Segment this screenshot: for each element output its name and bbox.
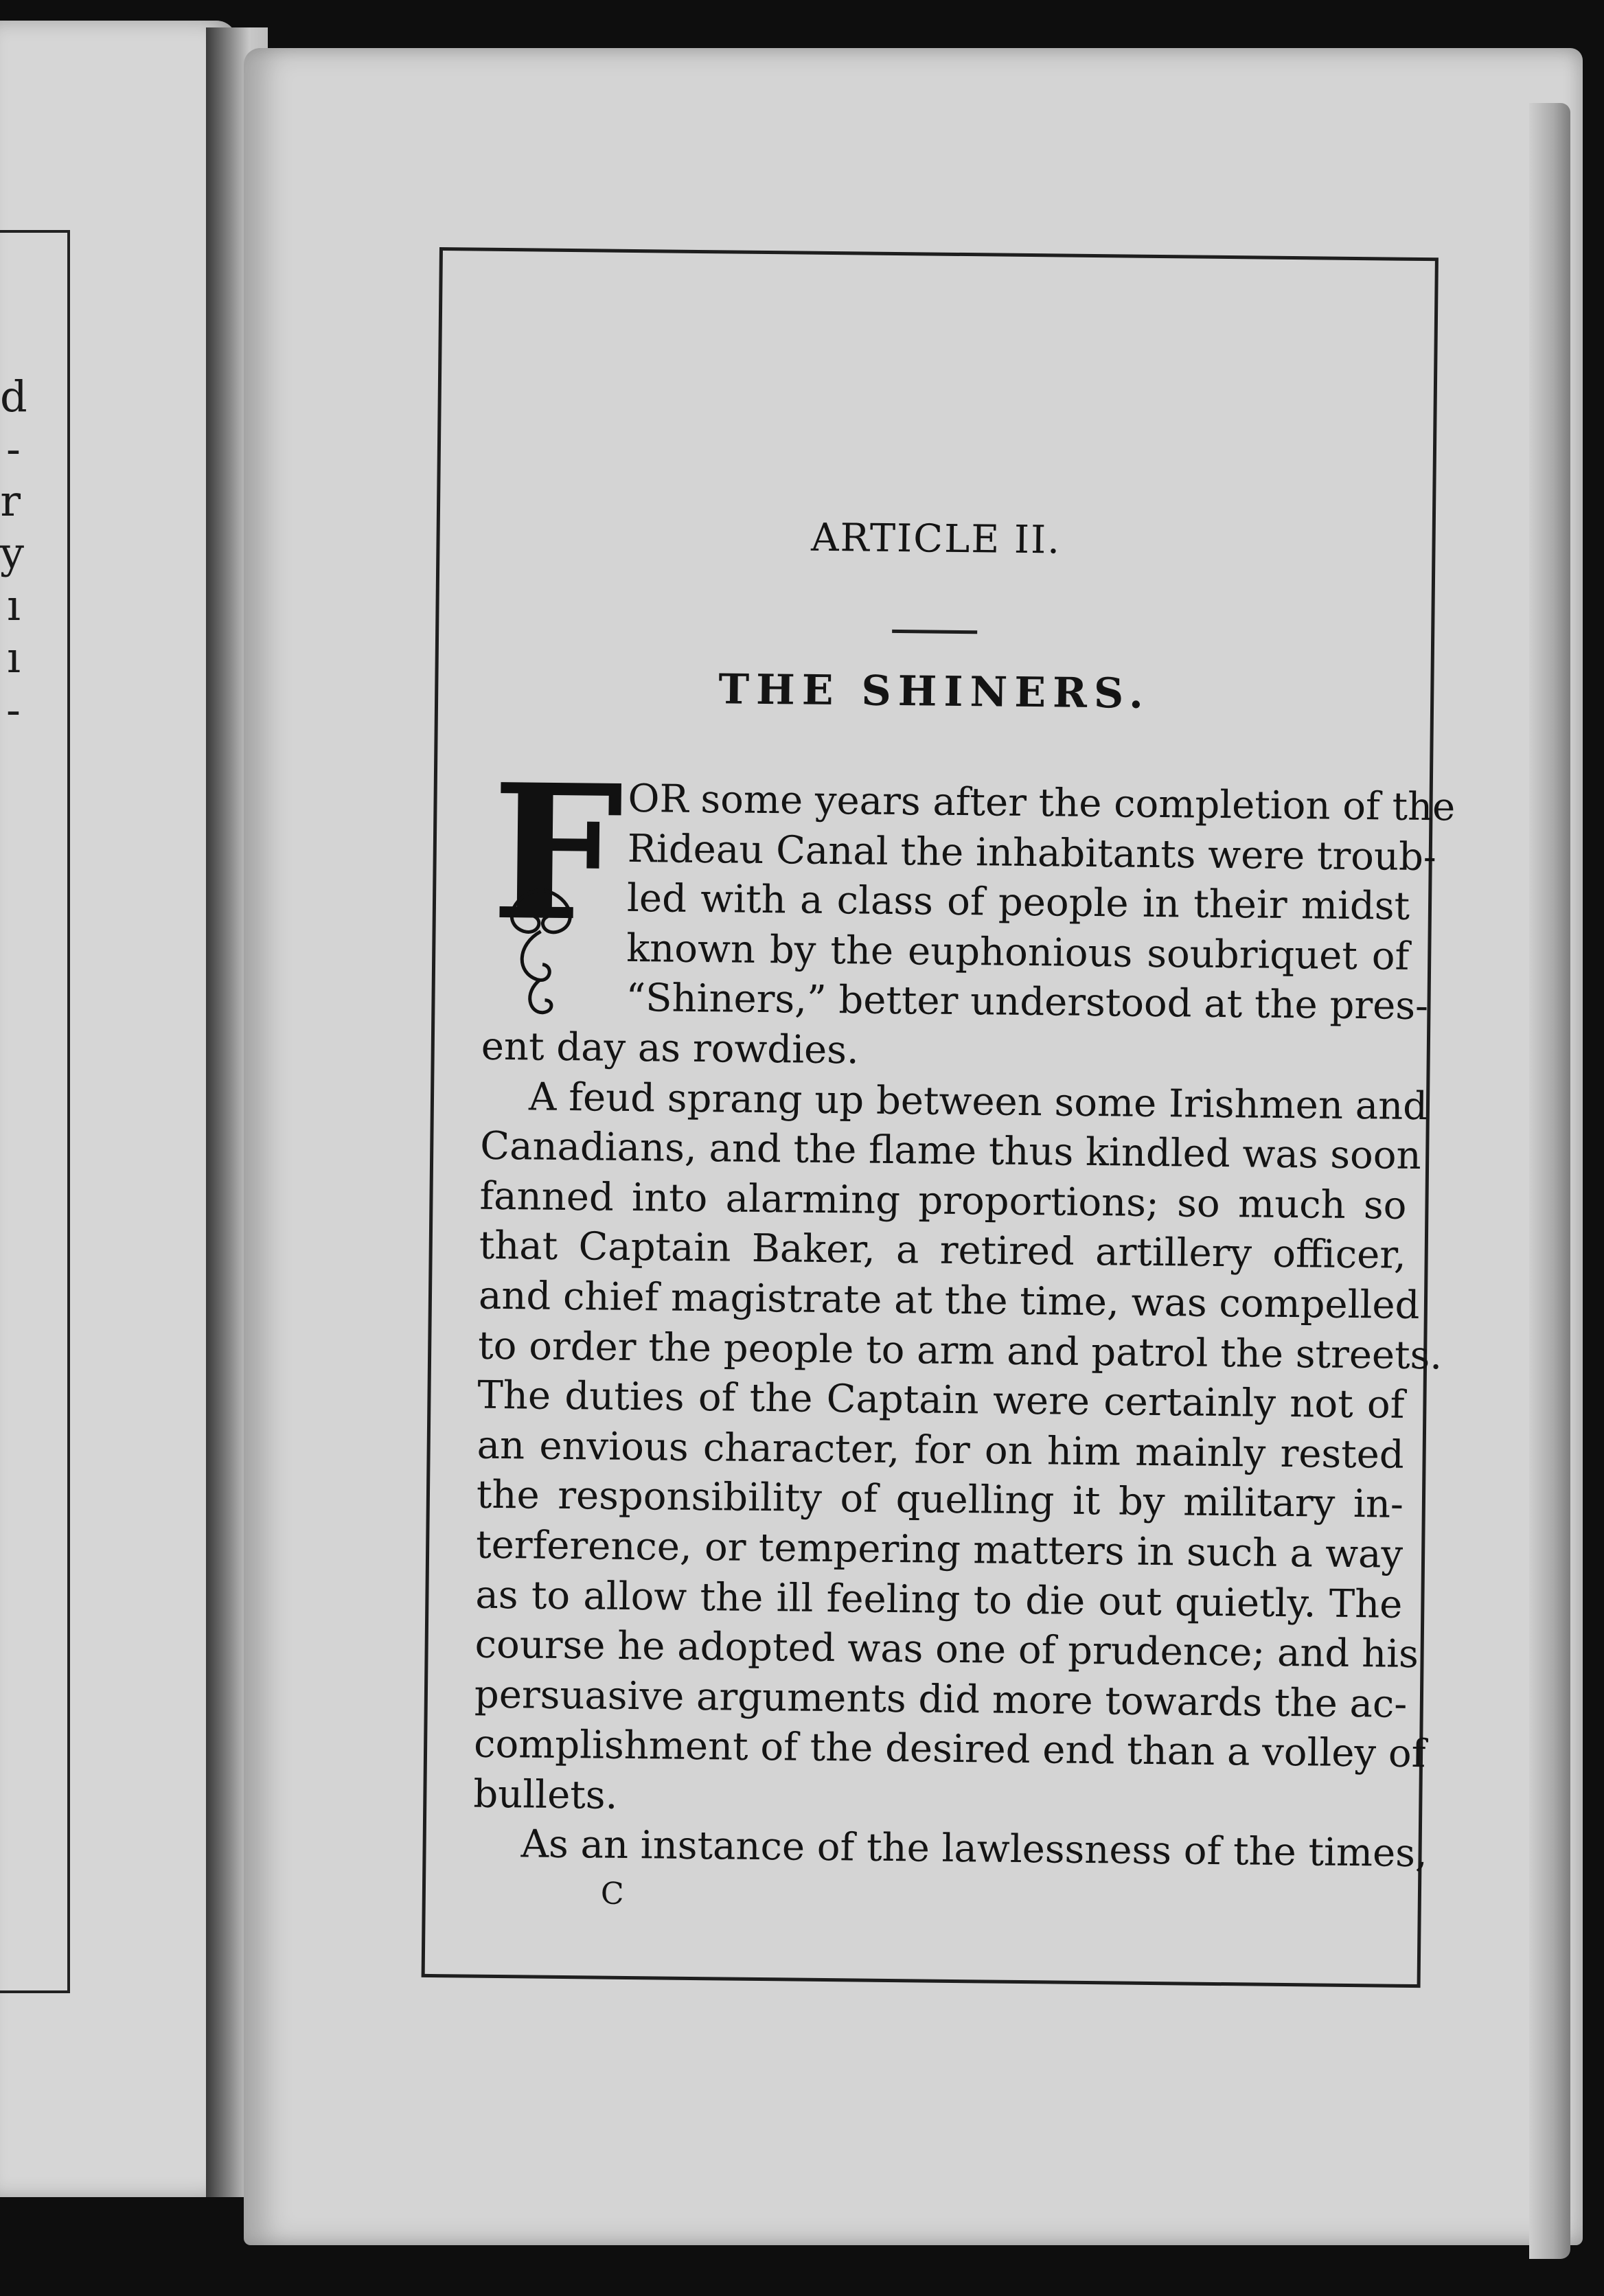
body-line: fanned into alarming proportions; so much so <box>479 1173 1407 1228</box>
body-line: ent day as rowdies. <box>481 1024 860 1073</box>
edge-char: d <box>0 371 27 422</box>
body-line: that Captain Baker, a retired artillery officer, <box>479 1224 1407 1278</box>
drop-cap-letter: F <box>490 742 625 963</box>
body-line: led with a class of people in their midst <box>626 876 1410 930</box>
body-line: A feud sprang up between some Irishmen and <box>528 1074 1428 1129</box>
body-line: to order the people to arm and patrol the streets. <box>477 1323 1443 1378</box>
left-page <box>0 21 237 2197</box>
body-line: complishment of the desired end than a volley of <box>473 1721 1426 1777</box>
edge-char: - <box>6 424 21 474</box>
body-line: as to allow the ill feeling to die out quietly. The <box>475 1572 1403 1627</box>
body-line: “Shiners,” better understood at the pres- <box>626 976 1429 1029</box>
body-line: and chief magistrate at the time, was compelled <box>478 1273 1420 1328</box>
article-body <box>472 773 1456 1879</box>
body-line: known by the euphonious soubriquet of <box>626 926 1410 979</box>
article-heading: ARTICLE II. <box>810 515 1062 563</box>
body-line: bullets. <box>473 1771 618 1818</box>
body-line: As an instance of the lawlessness of the times, <box>520 1822 1428 1876</box>
text-frame <box>422 247 1456 1988</box>
body-line: OR some years after the completion of the <box>628 776 1456 830</box>
body-line: persuasive arguments did more towards the ac- <box>474 1672 1408 1727</box>
edge-char: ı <box>7 632 21 682</box>
body-line: terference, or tempering matters in such a way <box>475 1522 1404 1577</box>
heading-rule <box>892 630 977 634</box>
body-line: an envious character, for on him mainly rested <box>477 1423 1404 1478</box>
body-line: Canadians, and the flame thus kindled was soon <box>479 1123 1421 1179</box>
left-page-edge-text <box>0 371 27 736</box>
edge-char: r <box>0 476 21 526</box>
body-line: the responsibility of quelling it by military in- <box>476 1472 1404 1528</box>
article-title: THE SHINERS. <box>718 665 1151 718</box>
body-line: course he adopted was one of prudence; and his <box>474 1622 1419 1677</box>
signature-mark: C <box>600 1876 624 1912</box>
body-line: Rideau Canal the inhabitants were troub- <box>627 826 1437 880</box>
page-edge <box>1529 103 1570 2259</box>
body-line: The duties of the Captain were certainly not of <box>477 1373 1405 1427</box>
edge-char: y <box>0 528 25 578</box>
edge-char: - <box>6 685 21 735</box>
edge-char: ı <box>7 580 21 630</box>
